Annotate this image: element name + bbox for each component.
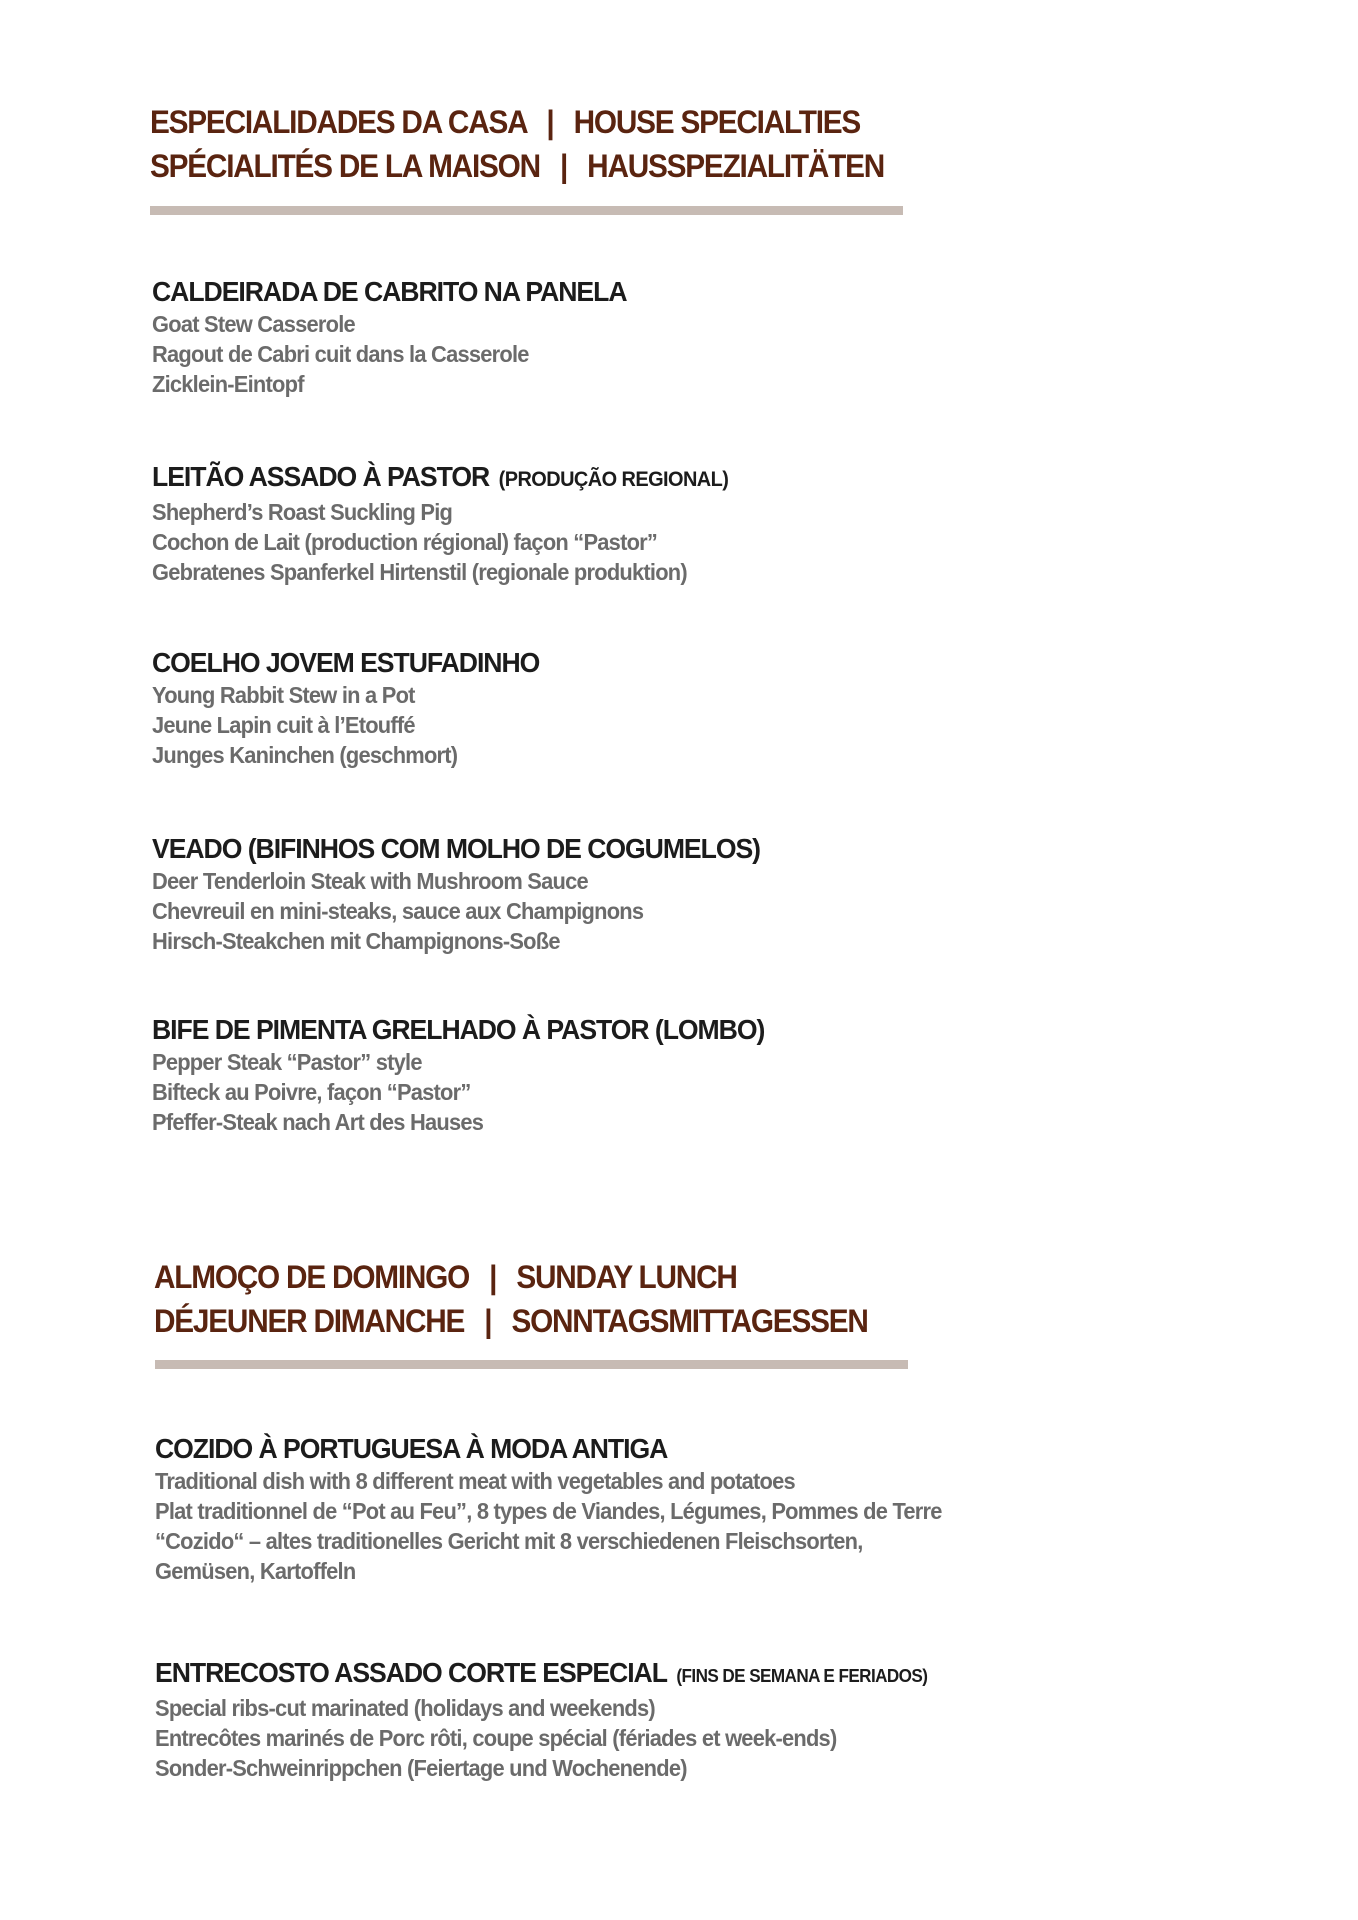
menu-item [155,1432,983,1586]
section-divider [150,206,903,215]
item-description: Sonder-Schweinrippchen (Feiertage und Wochenende) [155,1755,687,1781]
section-heading [150,100,884,188]
item-description: Gemüsen, Kartoffeln [155,1558,356,1584]
item-description: Jeune Lapin cuit à l’Etouffé [152,712,415,738]
item-description: Deer Tenderloin Steak with Mushroom Sauce [152,868,588,894]
item-description: Cochon de Lait (production régional) façon “Pastor” [152,529,658,555]
menu-item [155,1656,968,1783]
item-description: Zicklein-Eintopf [152,371,304,397]
item-title: LEITÃO ASSADO À PASTOR (PRODUÇÃO REGIONAL) [152,461,729,492]
item-description: Pfeffer-Steak nach Art des Hauses [152,1109,484,1135]
item-title: ENTRECOSTO ASSADO CORTE ESPECIAL (FINS DE SEMANA E FERIADOS) [155,1657,928,1688]
menu-item [152,275,651,399]
item-description: Special ribs-cut marinated (holidays and weekends) [155,1695,655,1721]
item-description: Hirsch-Steakchen mit Champignons-Soße [152,928,560,954]
item-title: COELHO JOVEM ESTUFADINHO [152,647,540,678]
item-description: Young Rabbit Stew in a Pot [152,682,415,708]
item-note: (FINS DE SEMANA E FERIADOS) [676,1666,928,1686]
item-title: CALDEIRADA DE CABRITO NA PANELA [152,276,627,307]
heading-line-1: ALMOÇO DE DOMINGO | SUNDAY LUNCH [154,1259,737,1295]
item-description: Plat traditionnel de “Pot au Feu”, 8 types de Viandes, Légumes, Pommes de Terre [155,1498,942,1524]
item-description: Ragout de Cabri cuit dans la Casserole [152,341,529,367]
item-description: Traditional dish with 8 different meat with vegetables and potatoes [155,1468,795,1494]
item-title: VEADO (BIFINHOS COM MOLHO DE COGUMELOS) [152,833,760,864]
item-description: Gebratenes Spanferkel Hirtenstil (regionale produktion) [152,559,687,585]
item-description: Pepper Steak “Pastor” style [152,1049,422,1075]
item-description: Chevreuil en mini-steaks, sauce aux Champignons [152,898,644,924]
item-title: COZIDO À PORTUGUESA À MODA ANTIGA [155,1433,668,1464]
item-title: BIFE DE PIMENTA GRELHADO À PASTOR (LOMBO) [152,1014,765,1045]
item-description: Junges Kaninchen (geschmort) [152,742,458,768]
menu-item [152,460,759,587]
menu-item [152,1013,797,1137]
heading-line-2: SPÉCIALITÉS DE LA MAISON | HAUSSPEZIALITÄTEN [150,148,885,184]
menu-item [152,646,560,770]
section-divider [155,1360,908,1369]
item-description: Goat Stew Casserole [152,311,355,337]
item-description: Shepherd’s Roast Suckling Pig [152,499,453,525]
heading-line-1: ESPECIALIDADES DA CASA | HOUSE SPECIALTIES [150,104,861,140]
menu-item [152,832,792,956]
heading-line-2: DÉJEUNER DIMANCHE | SONNTAGSMITTAGESSEN [154,1303,868,1339]
item-description: Bifteck au Poivre, façon “Pastor” [152,1079,471,1105]
item-note: (PRODUÇÃO REGIONAL) [498,468,729,491]
item-description: Entrecôtes marinés de Porc rôti, coupe spécial (fériades et week-ends) [155,1725,837,1751]
section-heading [154,1255,868,1343]
item-description: “Cozido“ – altes traditionelles Gericht mit 8 verschiedenen Fleischsorten, [155,1528,863,1554]
